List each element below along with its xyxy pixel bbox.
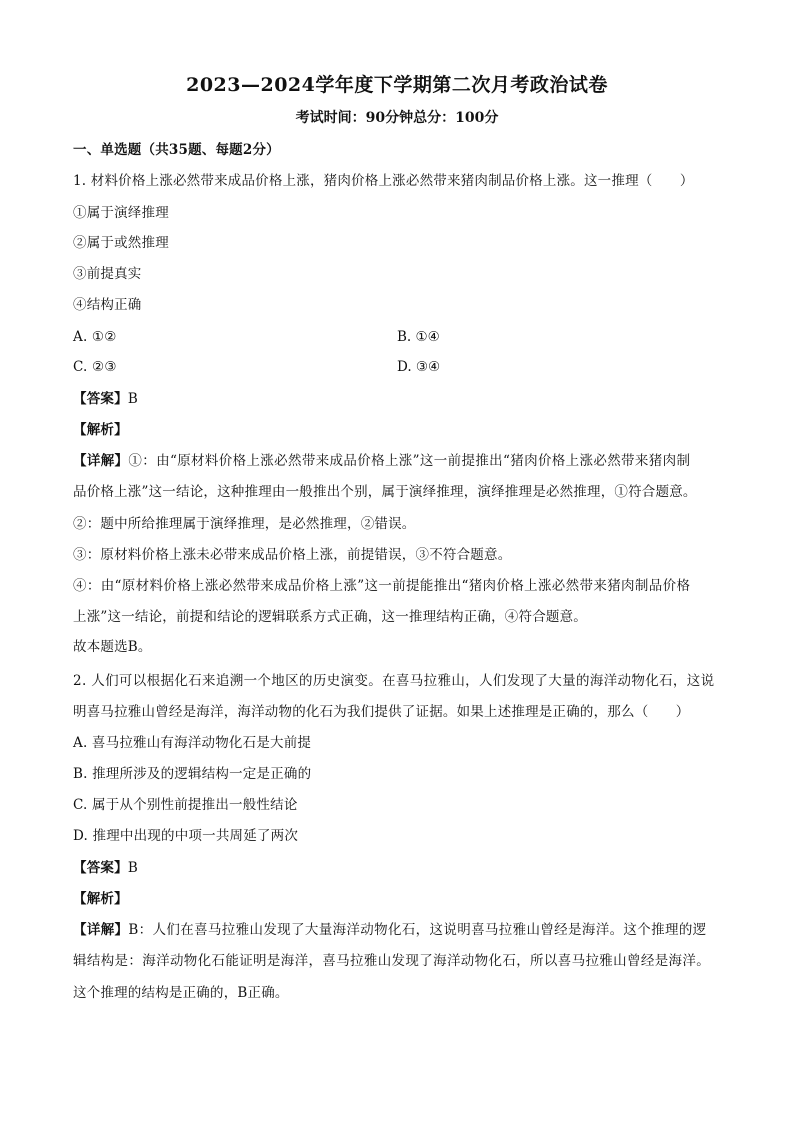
q1-item-3: ③前提真实 [73, 266, 142, 282]
q1-analysis-tag: 【解析】 [73, 422, 128, 438]
q2-stem-line: 2. 人们可以根据化石来追溯一个地区的历史演变。在喜马拉雅山，人们发现了大量的海洋动物化石，这说 [73, 673, 715, 689]
q2-option-d: D. 推理中出现的中项一共周延了两次 [73, 828, 299, 844]
detail-text: ①：由“原材料价格上涨必然带来成品价格上涨”这一前提推出“猪肉价格上涨必然带来猪肉制 [128, 453, 691, 469]
q1-detail-line: 品价格上涨”这一结论，这种推理由一般推出个别，属于演绎推理，演绎推理是必然推理，①符合题意。 [73, 484, 697, 500]
q2-answer [73, 858, 138, 878]
answer-value: B [127, 860, 138, 876]
q1-detail-line [73, 451, 722, 471]
answer-value: B [127, 391, 138, 407]
q1-option-a: A. ①② [73, 329, 117, 345]
q2-detail-line [73, 920, 722, 940]
q2-option-a: A. 喜马拉雅山有海洋动物化石是大前提 [73, 735, 312, 751]
q1-detail-line: ③：原材料价格上涨未必带来成品价格上涨，前提错误，③不符合题意。 [73, 547, 512, 563]
q1-detail-line: 上涨”这一结论，前提和结论的逻辑联系方式正确，这一推理结构正确，④符合题意。 [73, 609, 588, 625]
detail-tag: 【详解】 [73, 453, 129, 469]
q2-option-b: B. 推理所涉及的逻辑结构一定是正确的 [73, 766, 312, 782]
q2-option-c: C. 属于从个别性前提推出一般性结论 [73, 797, 298, 813]
q2-stem-line: 明喜马拉雅山曾经是海洋，海洋动物的化石为我们提供了证据。如果上述推理是正确的，那么（ ） [73, 704, 690, 720]
detail-tag: 【详解】 [73, 922, 129, 938]
q1-stem: 1. 材料价格上涨必然带来成品价格上涨，猪肉价格上涨必然带来猪肉制品价格上涨。这一推理（ ） [73, 173, 694, 189]
q1-answer [73, 389, 138, 409]
q1-item-1: ①属于演绎推理 [73, 205, 169, 221]
answer-tag: 【答案】 [73, 391, 128, 407]
page-title: 2023—2024学年度下学期第二次月考政治试卷 [186, 74, 608, 96]
q1-option-c: C. ②③ [73, 359, 117, 375]
q1-detail-line: ④：由“原材料价格上涨必然带来成品价格上涨”这一前提能推出“猪肉价格上涨必然带来猪肉制品价格 [73, 578, 691, 594]
q1-item-4: ④结构正确 [73, 297, 142, 313]
q1-option-b: B. ①④ [397, 329, 440, 345]
q1-option-d: D. ③④ [397, 359, 441, 375]
q2-analysis-tag: 【解析】 [73, 891, 128, 907]
q1-conclusion: 故本题选B。 [73, 639, 152, 655]
q2-detail-line: 辑结构是：海洋动物化石能证明是海洋，喜马拉雅山发现了海洋动物化石，所以喜马拉雅山曾经是海洋。 [73, 953, 711, 969]
q1-item-2: ②属于或然推理 [73, 235, 169, 251]
answer-tag: 【答案】 [73, 860, 128, 876]
exam-info: 考试时间：90分钟总分：100分 [295, 110, 499, 126]
q1-detail-line: ②：题中所给推理属于演绎推理，是必然推理，②错误。 [73, 516, 416, 532]
q2-detail-line: 这个推理的结构是正确的，B正确。 [73, 985, 289, 1001]
section-heading: 一、单选题（共35题、每题2分） [73, 142, 280, 158]
detail-text: B：人们在喜马拉雅山发现了大量海洋动物化石，这说明喜马拉雅山曾经是海洋。这个推理的逻 [128, 922, 707, 938]
